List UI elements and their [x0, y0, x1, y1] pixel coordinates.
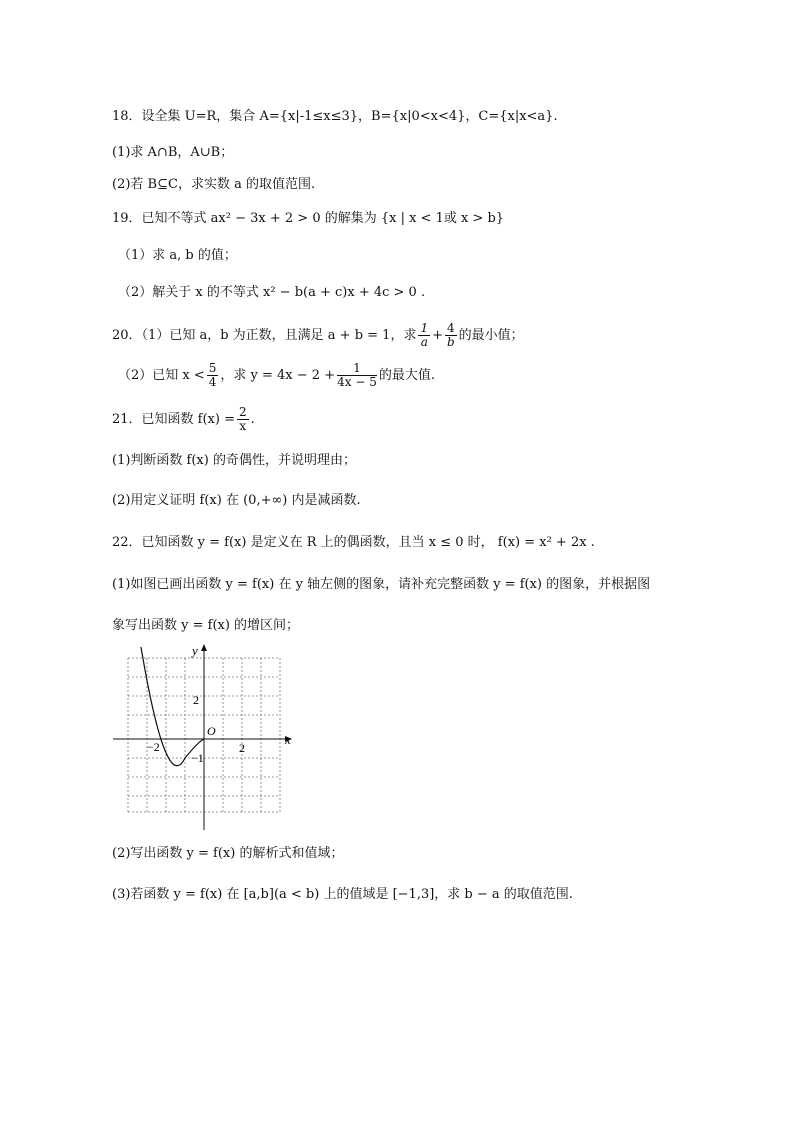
q22-part3: (3)若函数 y = f(x) 在 [a,b](a < b) 上的值域是 [−1,3]，求 b − a 的取值范围. [112, 887, 573, 902]
q21-stem: 21．已知函数 f(x) = $\frac{2}{x}$ . [112, 405, 255, 433]
q22-stem: 22．已知函数 y = f(x) 是定义在 R 上的偶函数，且当 x ≤ 0 时， f(x) = x² + 2x . [112, 535, 595, 550]
q20-p2-fraction-2: $\frac{1}{4x - 5}$ [337, 361, 377, 389]
q18-part1: (1)求 A∩B，A∪B； [112, 145, 234, 160]
origin-label: O [207, 724, 216, 738]
q21-fraction: $\frac{2}{x}$ [239, 405, 247, 433]
q19-stem: 19．已知不等式 ax² − 3x + 2 > 0 的解集为 {x | x < 1或 x > b} [112, 211, 505, 226]
q20-part1: 20．（1）已知 a，b 为正数，且满足 a + b = 1，求 $\frac{1}{a}$ + $\frac{4}{b}$ 的最小值； [112, 321, 524, 349]
y-axis-label: y [192, 643, 198, 658]
y-tick-2: 2 [193, 693, 199, 707]
x-tick-2: 2 [239, 741, 245, 755]
x-tick-neg2: −2 [147, 740, 160, 754]
q20-p1-text: 20．（1）已知 a，b 为正数，且满足 a + b = 1，求 [112, 328, 417, 343]
q22-part1-line2: 象写出函数 y = f(x) 的增区间； [112, 618, 300, 633]
q18-stem: 18．设全集 U=R，集合 A={x|-1≤x≤3}，B={x|0<x<4}，C={x|x<a}. [112, 109, 558, 124]
q22-part1-line1: (1)如图已画出函数 y = f(x) 在 y 轴左侧的图象，请补充完整函数 y = f(x) 的图象，并根据图 [112, 577, 651, 592]
q21-part2: (2)用定义证明 f(x) 在 (0,+∞) 内是减函数. [112, 493, 361, 508]
q19-part2: （2）解关于 x 的不等式 x² − b(a + c)x + 4c > 0 . [118, 285, 426, 300]
q18-part2: (2)若 B⊆C，求实数 a 的取值范围. [112, 177, 316, 192]
y-axis-arrow [201, 644, 207, 651]
x-axis-label: x [285, 732, 291, 747]
q20-p1-fraction-1: $\frac{1}{a}$ [420, 321, 429, 349]
q20-p2-fraction-1: $\frac{5}{4}$ [208, 361, 217, 389]
q20-part2: （2）已知 x < $\frac{5}{4}$ ，求 y = 4x − 2 + $\frac{1}{4x - 5}$ 的最大值. [118, 361, 435, 389]
q20-p1-fraction-2: $\frac{4}{b}$ [446, 321, 455, 349]
function-graph [108, 640, 308, 832]
y-tick-neg1: −1 [191, 751, 204, 765]
q21-part1: (1)判断函数 f(x) 的奇偶性，并说明理由； [112, 453, 356, 468]
q19-part1: （1）求 a, b 的值； [118, 248, 237, 263]
q22-part2: (2)写出函数 y = f(x) 的解析式和值域； [112, 846, 344, 861]
